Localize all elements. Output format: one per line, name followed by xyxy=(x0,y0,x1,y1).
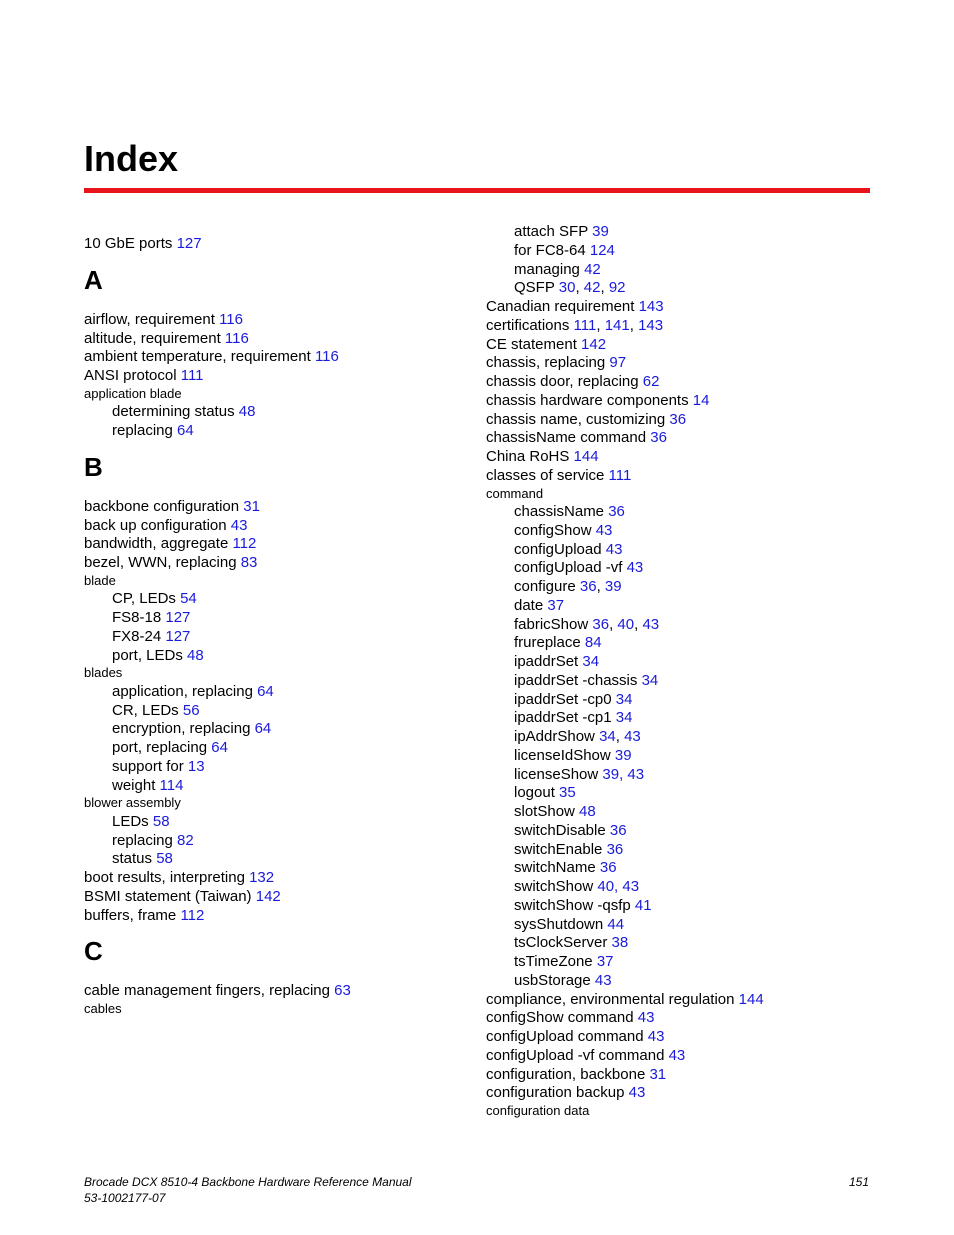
ref-separator: , xyxy=(609,615,618,633)
index-entry-label: chassis door, replacing xyxy=(486,373,643,390)
index-entry xyxy=(486,1027,664,1046)
index-entry-label: QSFP xyxy=(514,279,559,297)
index-entry xyxy=(486,428,667,447)
page-reference-link[interactable]: 111 xyxy=(573,316,597,334)
index-entry xyxy=(84,831,194,850)
index-entry xyxy=(486,410,686,429)
page-reference-link[interactable]: 48 xyxy=(187,646,204,664)
index-entry xyxy=(486,652,599,671)
page-reference-link[interactable]: 43 xyxy=(647,1028,665,1045)
page-reference-link[interactable]: 124 xyxy=(589,241,615,259)
index-entry-label: configuration, backbone xyxy=(486,1065,650,1083)
index-entry xyxy=(84,329,249,348)
index-entry-label: licenseShow xyxy=(514,765,603,783)
index-entry xyxy=(486,671,658,690)
index-entry xyxy=(486,690,632,709)
index-entry-label: frureplace xyxy=(514,634,585,652)
index-entry xyxy=(84,553,257,572)
index-entry-label: Canadian requirement xyxy=(486,298,639,315)
index-entry xyxy=(84,497,260,516)
page-reference-link[interactable]: 36 xyxy=(606,840,624,858)
index-entry-label: switchEnable xyxy=(514,840,607,858)
index-entry xyxy=(84,887,281,906)
index-entry-label: buffers, frame xyxy=(84,906,181,924)
page-reference-link[interactable]: 127 xyxy=(165,609,191,626)
index-entry xyxy=(486,316,663,335)
index-entry-label: for FC8-64 xyxy=(514,241,590,259)
index-entry xyxy=(84,849,173,868)
index-entry-label: bandwidth, aggregate xyxy=(84,535,233,553)
index-entry xyxy=(486,372,659,391)
index-entry-label: chassis name, customizing xyxy=(486,410,670,428)
index-entry xyxy=(486,990,764,1009)
index-entry-label: chassisName command xyxy=(486,429,651,447)
page-reference-link[interactable]: 112 xyxy=(180,906,205,924)
page-reference-link[interactable]: 56 xyxy=(182,701,200,719)
index-entry-label: configShow xyxy=(514,521,596,539)
index-entry xyxy=(486,260,601,279)
index-entry xyxy=(486,952,614,971)
index-entry-label: weight xyxy=(112,776,160,794)
page-reference-link[interactable]: 37 xyxy=(547,596,565,614)
footer-page-number: 151 xyxy=(848,1175,869,1189)
page-reference-link[interactable]: 41 xyxy=(634,896,652,914)
index-entry-label: date xyxy=(514,596,548,614)
page-reference-link[interactable]: 35 xyxy=(559,784,576,802)
index-entry xyxy=(486,821,627,840)
page-reference-link[interactable]: 144 xyxy=(738,990,764,1008)
page-reference-link[interactable]: 36 xyxy=(592,615,610,633)
index-entry xyxy=(486,746,632,765)
index-entry-label: ambient temperature, requirement xyxy=(84,348,315,366)
page-reference-link[interactable]: 39 xyxy=(592,223,609,240)
index-entry-label: backbone configuration xyxy=(84,497,244,515)
index-entry xyxy=(84,868,274,887)
index-entry-label: bezel, WWN, replacing xyxy=(84,554,241,571)
page-reference-link[interactable]: 116 xyxy=(314,348,339,366)
index-entry xyxy=(84,234,202,253)
index-entry xyxy=(486,765,644,784)
page-reference-link[interactable]: 142 xyxy=(255,887,281,905)
index-entry-label: attach SFP xyxy=(514,223,593,240)
index-entry xyxy=(84,421,194,440)
page-reference-link[interactable]: 14 xyxy=(692,391,710,409)
index-entry xyxy=(486,391,709,410)
index-entry-label: airflow, requirement xyxy=(84,310,220,328)
page-reference-link[interactable]: 127 xyxy=(165,627,191,645)
page-reference-link[interactable]: 39, 43 xyxy=(602,765,645,783)
index-entry xyxy=(84,402,255,421)
index-entry xyxy=(486,353,626,372)
index-entry-label: boot results, interpreting xyxy=(84,869,250,886)
page-reference-link[interactable]: 64 xyxy=(211,739,228,756)
page-reference-link[interactable]: 127 xyxy=(176,235,202,252)
page-reference-link[interactable]: 34 xyxy=(599,728,616,745)
index-entry xyxy=(486,802,596,821)
page-reference-link[interactable]: 132 xyxy=(249,869,275,886)
index-entry-label: CR, LEDs xyxy=(112,701,183,719)
index-entry xyxy=(486,1008,654,1027)
index-entry xyxy=(486,1083,645,1102)
page-reference-link[interactable]: 43 xyxy=(595,521,613,539)
page-reference-link[interactable]: 36 xyxy=(608,503,625,520)
index-entry-label: switchDisable xyxy=(514,821,610,839)
page-reference-link[interactable]: 58 xyxy=(152,812,170,830)
page-reference-link[interactable]: 63 xyxy=(334,982,351,1000)
index-entry-label: fabricShow xyxy=(514,615,593,633)
index-entry xyxy=(486,540,622,559)
page-reference-link[interactable]: 40 xyxy=(617,615,635,633)
page-reference-link[interactable]: 39 xyxy=(604,578,622,595)
page-reference-link[interactable]: 43 xyxy=(628,1084,646,1102)
index-entry xyxy=(84,981,351,1000)
index-entry xyxy=(84,719,271,738)
index-entry xyxy=(84,347,339,366)
index-entry-label: application, replacing xyxy=(112,682,258,700)
index-entry-label: tsTimeZone xyxy=(514,953,597,970)
page-reference-link[interactable]: 34 xyxy=(615,709,633,727)
page-reference-link[interactable]: 142 xyxy=(581,335,607,353)
index-letter-heading: C xyxy=(84,936,103,967)
index-entry xyxy=(486,615,659,634)
page-reference-link[interactable]: 37 xyxy=(596,953,614,970)
index-heading: application blade xyxy=(84,385,182,401)
ref-separator: , xyxy=(596,316,605,334)
ref-separator: , xyxy=(596,578,605,595)
page-reference-link[interactable]: 31 xyxy=(243,497,260,515)
index-entry xyxy=(84,310,243,329)
index-entry-label: chassisName xyxy=(514,503,609,520)
index-entry-label: chassis, replacing xyxy=(486,354,610,372)
index-entry-label: FX8-24 xyxy=(112,627,166,645)
index-entry-label: LEDs xyxy=(112,812,153,830)
index-entry-label: switchShow xyxy=(514,878,598,895)
index-entry-label: replacing xyxy=(112,831,178,849)
index-entry-label: managing xyxy=(514,260,585,278)
index-entry xyxy=(486,783,576,802)
ref-separator: , xyxy=(629,316,639,334)
index-entry xyxy=(486,335,606,354)
index-entry xyxy=(486,596,564,615)
index-entry xyxy=(486,502,625,521)
index-entry-label: China RoHS xyxy=(486,448,574,465)
index-entry xyxy=(84,738,228,757)
index-entry-label: CE statement xyxy=(486,335,582,353)
index-entry xyxy=(84,812,170,831)
page-reference-link[interactable]: 42 xyxy=(583,279,601,297)
index-entry-label: determining status xyxy=(112,403,239,421)
index-heading: blades xyxy=(84,665,123,681)
index-entry xyxy=(486,633,602,652)
index-entry-label: ipaddrSet xyxy=(514,653,583,670)
footer-doc-number: 53-1002177-07 xyxy=(84,1191,166,1205)
page-reference-link[interactable]: 43 xyxy=(642,615,660,633)
index-entry-label: classes of service xyxy=(486,466,609,484)
page-reference-link[interactable]: 116 xyxy=(219,310,243,328)
index-entry-label: support for xyxy=(112,757,188,775)
index-entry-label: switchShow -qsfp xyxy=(514,896,635,914)
page-reference-link[interactable]: 64 xyxy=(257,682,274,700)
index-entry-label: replacing xyxy=(112,422,178,439)
index-entry xyxy=(486,858,617,877)
index-entry-label: tsClockServer xyxy=(514,934,612,952)
page-reference-link[interactable]: 43 xyxy=(624,728,641,745)
index-entry-label: configShow command xyxy=(486,1009,638,1027)
index-entry-label: licenseIdShow xyxy=(514,746,615,764)
ref-separator: , xyxy=(615,728,625,745)
index-heading: cables xyxy=(84,1001,122,1016)
index-entry-label: usbStorage xyxy=(514,971,595,989)
page-reference-link[interactable]: 143 xyxy=(638,298,664,315)
page-reference-link[interactable]: 36 xyxy=(609,821,627,839)
index-entry xyxy=(486,297,664,316)
index-entry-label: back up configuration xyxy=(84,516,231,534)
page-reference-link[interactable]: 43 xyxy=(668,1046,686,1064)
index-entry-label: configUpload -vf command xyxy=(486,1046,669,1064)
index-entry xyxy=(486,278,626,297)
index-entry xyxy=(84,906,204,925)
page-reference-link[interactable]: 43 xyxy=(594,971,612,989)
page-reference-link[interactable]: 111 xyxy=(180,367,204,384)
index-entry xyxy=(486,466,631,485)
page-reference-link[interactable]: 54 xyxy=(180,590,197,608)
ref-separator: , xyxy=(600,279,609,297)
index-entry-label: FS8-18 xyxy=(112,609,166,626)
index-entry xyxy=(486,877,639,896)
page-reference-link[interactable]: 82 xyxy=(177,831,194,849)
page-reference-link[interactable]: 111 xyxy=(608,466,632,484)
index-entry xyxy=(486,1065,666,1084)
page-reference-link[interactable]: 13 xyxy=(187,757,205,775)
page-reference-link[interactable]: 144 xyxy=(573,448,599,465)
index-entry-label: altitude, requirement xyxy=(84,329,225,347)
index-heading: blower assembly xyxy=(84,795,181,811)
index-entry xyxy=(84,701,200,720)
index-entry-label: logout xyxy=(514,784,560,802)
index-entry-label: compliance, environmental regulation xyxy=(486,990,739,1008)
index-entry-label: BSMI statement (Taiwan) xyxy=(84,887,256,905)
page-reference-link[interactable]: 141 xyxy=(604,316,630,334)
page-reference-link[interactable]: 116 xyxy=(224,329,249,347)
index-entry-label: ipaddrSet -cp0 xyxy=(514,690,616,708)
page-reference-link[interactable]: 43 xyxy=(637,1009,655,1027)
index-entry-label: port, LEDs xyxy=(112,646,188,664)
index-entry xyxy=(486,840,623,859)
index-entry xyxy=(486,896,652,915)
page-reference-link[interactable]: 84 xyxy=(584,634,602,652)
index-entry-label: configUpload command xyxy=(486,1028,648,1045)
page-reference-link[interactable]: 42 xyxy=(584,260,601,278)
page-reference-link[interactable]: 83 xyxy=(240,554,258,571)
index-heading: command xyxy=(486,485,544,501)
index-entry xyxy=(486,241,615,260)
page-reference-link[interactable]: 38 xyxy=(611,934,629,952)
page-reference-link[interactable]: 92 xyxy=(608,279,626,297)
index-entry-label: ipaddrSet -cp1 xyxy=(514,709,616,727)
index-entry xyxy=(486,933,628,952)
index-entry-label: 10 GbE ports xyxy=(84,235,177,252)
index-entry-label: ipAddrShow xyxy=(514,728,600,745)
index-entry-label: cable management fingers, replacing xyxy=(84,982,335,1000)
index-entry xyxy=(486,971,612,990)
index-entry xyxy=(486,558,643,577)
index-entry xyxy=(84,366,204,385)
index-entry xyxy=(84,608,190,627)
page-reference-link[interactable]: 30 xyxy=(558,279,576,297)
page-reference-link[interactable]: 34 xyxy=(582,653,600,670)
page-reference-link[interactable]: 112 xyxy=(232,535,257,553)
page-reference-link[interactable]: 36 xyxy=(650,429,667,447)
page-reference-link[interactable]: 40, 43 xyxy=(597,878,640,895)
index-entry-label: switchName xyxy=(514,859,600,877)
index-entry xyxy=(486,577,622,596)
index-entry-label: configure xyxy=(514,578,580,595)
page-reference-link[interactable]: 34 xyxy=(615,690,633,708)
index-entry xyxy=(84,534,256,553)
page-reference-link[interactable]: 31 xyxy=(649,1065,667,1083)
index-entry xyxy=(84,776,183,795)
index-entry-label: slotShow xyxy=(514,803,580,820)
index-entry-label: certifications xyxy=(486,316,574,334)
index-entry xyxy=(84,627,190,646)
page-reference-link[interactable]: 143 xyxy=(638,316,664,334)
index-letter-heading: A xyxy=(84,264,103,295)
title-rule xyxy=(84,188,870,193)
page-reference-link[interactable]: 62 xyxy=(642,373,660,390)
page-reference-link[interactable]: 48 xyxy=(579,803,596,820)
index-entry-label: configUpload -vf xyxy=(514,559,627,577)
page-title: Index xyxy=(84,138,179,179)
index-heading: blade xyxy=(84,572,116,588)
index-entry-label: configuration backup xyxy=(486,1084,629,1102)
page-reference-link[interactable]: 64 xyxy=(254,720,272,738)
page-reference-link[interactable]: 36 xyxy=(579,578,597,595)
page-reference-link[interactable]: 44 xyxy=(607,915,625,933)
page-reference-link[interactable]: 43 xyxy=(230,516,248,534)
index-entry xyxy=(84,646,204,665)
index-letter-heading: B xyxy=(84,451,103,482)
index-entry xyxy=(84,682,274,701)
page-reference-link[interactable]: 34 xyxy=(641,671,659,689)
index-entry-label: ANSI protocol xyxy=(84,367,181,384)
page-reference-link[interactable]: 36 xyxy=(669,410,687,428)
index-entry-label: port, replacing xyxy=(112,739,212,756)
page-reference-link[interactable]: 39 xyxy=(614,746,632,764)
index-entry xyxy=(486,1046,685,1065)
index-entry-label: status xyxy=(112,850,157,868)
index-entry-label: configUpload xyxy=(514,540,606,558)
index-entry-label: chassis hardware components xyxy=(486,391,693,409)
index-entry-label: sysShutdown xyxy=(514,915,608,933)
footer-manual-title: Brocade DCX 8510-4 Backbone Hardware Reference Manual xyxy=(84,1175,412,1189)
index-entry xyxy=(486,915,624,934)
page-reference-link[interactable]: 43 xyxy=(605,540,623,558)
index-entry xyxy=(84,516,247,535)
page-reference-link[interactable]: 48 xyxy=(238,403,256,421)
index-entry xyxy=(486,727,641,746)
index-heading: configuration data xyxy=(486,1103,590,1118)
index-entry xyxy=(486,447,599,466)
page-reference-link[interactable]: 43 xyxy=(626,559,644,577)
index-entry xyxy=(84,589,197,608)
page-reference-link[interactable]: 97 xyxy=(609,354,627,372)
ref-separator: , xyxy=(575,279,584,297)
index-entry xyxy=(486,222,609,241)
index-entry xyxy=(486,521,612,540)
index-entry xyxy=(486,708,632,727)
ref-separator: , xyxy=(634,615,643,633)
page-reference-link[interactable]: 114 xyxy=(159,776,184,794)
page-reference-link[interactable]: 36 xyxy=(599,859,617,877)
page-reference-link[interactable]: 64 xyxy=(177,422,194,439)
index-entry-label: CP, LEDs xyxy=(112,590,181,608)
index-entry-label: encryption, replacing xyxy=(112,720,255,738)
page-reference-link[interactable]: 58 xyxy=(156,850,173,868)
index-entry xyxy=(84,757,205,776)
index-entry-label: ipaddrSet -chassis xyxy=(514,671,642,689)
